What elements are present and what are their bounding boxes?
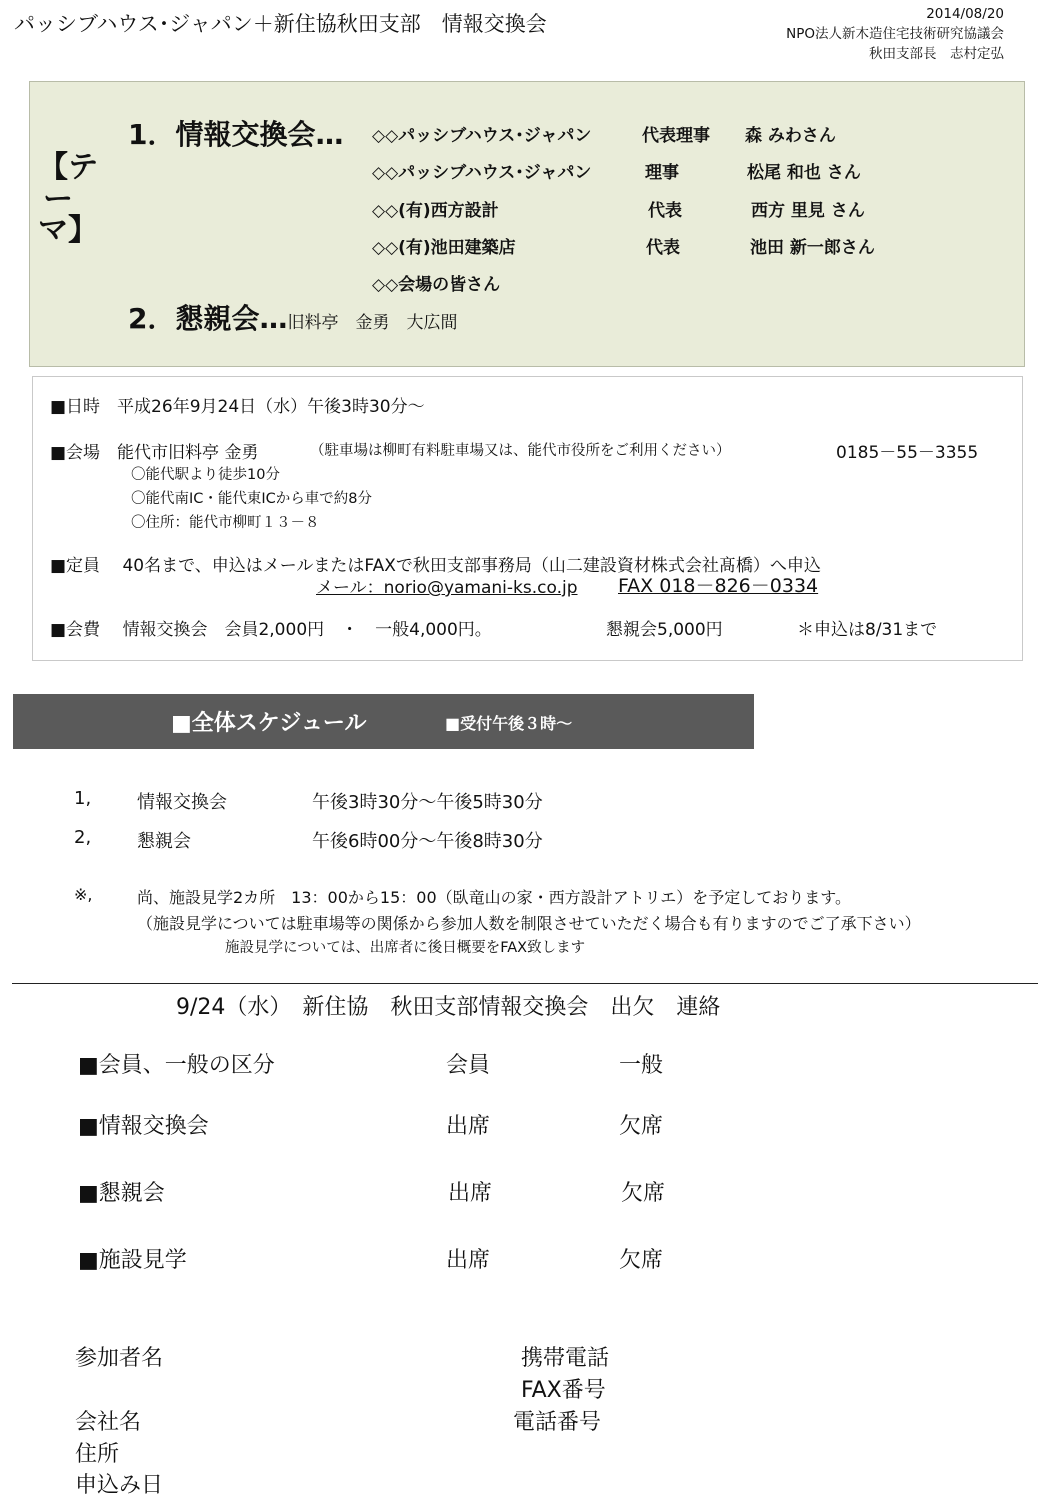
form-option[interactable]: 出席 (448, 1181, 493, 1206)
speaker-role: 代表理事 (642, 126, 710, 146)
speaker-org: ◇◇パッシブハウス･ジャパン (372, 163, 592, 183)
speaker-role: 代表 (648, 201, 682, 221)
speaker-name: 森 みわさん (745, 126, 836, 146)
info-venue: ■会場 能代市旧料亭 金勇 (50, 443, 259, 463)
info-venue-note: （駐車場は柳町有料駐車場又は、能代市役所をご利用ください） (310, 443, 731, 459)
field-mobile-phone: 携帯電話 (521, 1346, 610, 1371)
speaker-role: 代表 (646, 238, 680, 258)
info-fee-party: 懇親会5,000円 (606, 620, 723, 640)
theme-label: 【テーマ】 (38, 150, 98, 248)
form-option[interactable]: 欠席 (621, 1181, 666, 1206)
schedule-row-name: 情報交換会 (137, 792, 227, 813)
schedule-row-no: 1, (74, 788, 92, 809)
speaker-org: ◇◇(有)西方設計 (372, 201, 499, 221)
field-application-date: 申込み日 (75, 1473, 164, 1498)
speaker-name: 西方 里見 さん (751, 201, 865, 221)
form-option[interactable]: 会員 (446, 1053, 491, 1078)
theme-item-2-heading: 2．懇親会… (128, 302, 288, 335)
form-option[interactable]: 出席 (446, 1114, 491, 1139)
header-org: NPO法人新木造住宅技術研究協議会 (786, 26, 1004, 42)
theme-item-2 (128, 297, 457, 337)
form-row-label: ■施設見学 (78, 1248, 187, 1273)
schedule-row-time: 午後6時00分～午後8時30分 (312, 831, 543, 852)
field-fax-number: FAX番号 (521, 1378, 606, 1403)
info-email: メール：norio@yamani-ks.co.jp (316, 578, 578, 598)
field-participant-name: 参加者名 (75, 1346, 164, 1371)
schedule-bar (13, 694, 754, 749)
form-row-label: ■情報交換会 (78, 1114, 209, 1139)
form-option[interactable]: 欠席 (619, 1114, 664, 1139)
speaker-name: 松尾 和也 さん (747, 163, 861, 183)
info-venue-phone: 0185－55－3355 (836, 443, 979, 463)
schedule-row-time: 午後3時30分～午後5時30分 (312, 792, 543, 813)
field-company-name: 会社名 (75, 1410, 142, 1435)
theme-item-2-sub: 旧料亭 金勇 大広間 (287, 313, 458, 333)
form-option[interactable]: 出席 (446, 1248, 491, 1273)
schedule-note: 尚、施設見学2カ所 13：00から15：00（臥竜山の家・西方設計アトリエ）を予定しております。 (137, 888, 852, 907)
header-meta (786, 4, 1004, 64)
info-access: 〇能代南IC・能代東ICから車で約8分 (131, 491, 373, 507)
schedule-note: （施設見学については駐車場等の関係から参加人数を制限させていただく場合も有りますのでご了承下さい） (137, 914, 921, 933)
info-fee-deadline: ＊申込は8/31まで (797, 620, 938, 640)
speaker-org: ◇◇パッシブハウス･ジャパン (372, 126, 592, 146)
schedule-note: 施設見学については、出席者に後日概要をFAX致します (225, 940, 586, 956)
info-fax: FAX 018－826－0334 (618, 575, 819, 597)
info-capacity: ■定員 40名まで、申込はメールまたはFAXで秋田支部事務局（山二建設資材株式会社髙橋）へ申込 (50, 556, 821, 576)
form-heading: 9/24（水） 新住協 秋田支部情報交換会 出欠 連絡 (176, 995, 721, 1020)
speaker-name: 池田 新一郎さん (750, 238, 875, 258)
speaker-org: ◇◇会場の皆さん (372, 275, 501, 295)
form-option[interactable]: 一般 (619, 1053, 664, 1078)
form-row-label: ■懇親会 (78, 1181, 165, 1206)
page-title: パッシブハウス･ジャパン＋新住協秋田支部 情報交換会 (14, 12, 547, 36)
info-access: 〇能代駅より徒歩10分 (131, 467, 280, 483)
form-option[interactable]: 欠席 (619, 1248, 664, 1273)
schedule-row-name: 懇親会 (137, 831, 191, 852)
schedule-note-mark: ※, (74, 885, 93, 904)
schedule-title: ■全体スケジュール (171, 711, 367, 736)
info-date: ■日時 平成26年9月24日（水）午後3時30分～ (50, 397, 425, 417)
header-author: 秋田支部長 志村定弘 (869, 46, 1004, 62)
speaker-role: 理事 (645, 163, 679, 183)
speaker-org: ◇◇(有)池田建築店 (372, 238, 516, 258)
field-phone-number: 電話番号 (513, 1410, 602, 1435)
theme-item-1: 1．情報交換会… (128, 118, 344, 151)
form-row-label: ■会員、一般の区分 (78, 1053, 275, 1078)
header-date: 2014/08/20 (926, 6, 1004, 22)
info-access: 〇住所：能代市柳町１３－８ (131, 515, 320, 531)
field-address: 住所 (75, 1442, 120, 1467)
schedule-row-no: 2, (74, 827, 92, 848)
schedule-reception: ■受付午後３時～ (445, 714, 573, 733)
info-fee: ■会費 情報交換会 会員2,000円 ・ 一般4,000円。 (50, 620, 492, 640)
section-divider (12, 983, 1038, 984)
